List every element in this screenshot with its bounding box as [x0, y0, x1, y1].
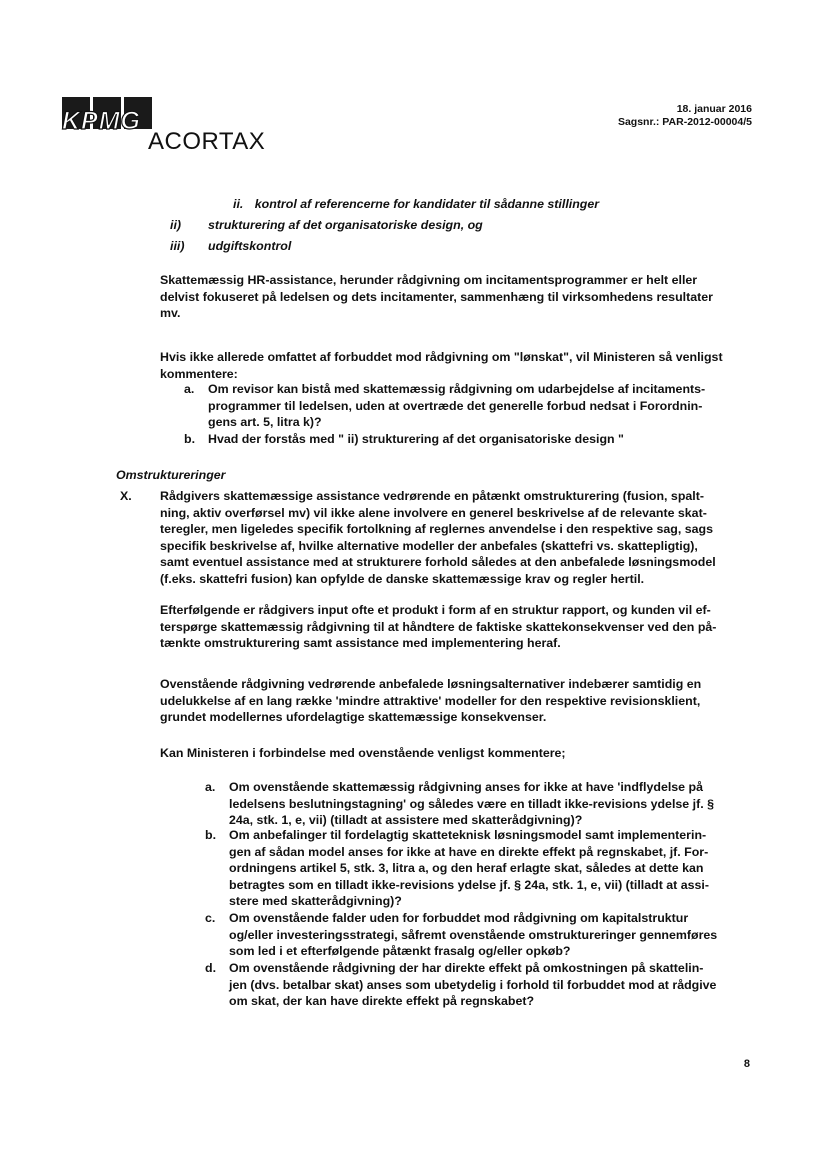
list-text: kontrol af referencerne for kandidater til sådanne stillinger [254, 197, 600, 211]
page-number: 8 [743, 1058, 750, 1070]
final-list-item-b: b. Om anbefalinger til fordelagtig skatteteknisk løsningsmodel samt implementerin- gen af sådan model anses for ikke at have en direkte effekt på regnskabet, jf. For- ordningens artikel 5, stk. 3, litra a, og den heraf erlagte skat, således at dette kan betragtes som en tilladt ikke-revisions ydelse jf. § 24a, stk. 1, e, vii) (tilladt at assi- stere med skatterådgivning)? [205, 828, 709, 908]
list-label: iii) [170, 239, 185, 253]
document-date: 18. januar 2016 [676, 103, 752, 115]
final-list-item-a: a. Om ovenstående skattemæssig rådgivning anses for ikke at have 'indflydelse på ledelsens beslutningstagning' og således være en tilladt ikke-revisions ydelse jf. § 24a, stk. 1, e, vii) (tilladt at assistere med skatterådgivning)? [205, 780, 714, 827]
list-label: ii) [170, 218, 182, 232]
final-list-item-c: c. Om ovenstående falder uden for forbuddet mod rådgivning om kapitalstruktur og/eller investeringsstrategi, såfremt ovenstående omstruktureringer gennemføres som led i et efterfølgende påtænkt frasalg og/eller opkøb? [205, 911, 718, 958]
kpmg-logo-text: KPMG [62, 107, 141, 135]
paragraph-hr: Skattemæssig HR-assistance, herunder rådgivning om incitamentsprogrammer er helt eller delvist fokuseret på ledelsen og dets incitamenter, sammenhæng til virksomhedens resultater mv. [160, 273, 713, 320]
list-item [170, 238, 291, 255]
case-number: Sagsnr.: PAR-2012-00004/5 [617, 116, 752, 128]
paragraph-4: Kan Ministeren i forbindelse med ovenstående venligst kommentere; [160, 746, 566, 760]
list-label: ii. [233, 197, 244, 211]
list-item [233, 196, 599, 213]
document-meta [618, 103, 752, 129]
company-logo [62, 97, 272, 157]
list-item-a: a. Om revisor kan bistå med skattemæssig rådgivning om udarbejdelse af incitaments- programmer til ledelsen, uden at overtræde det generelle forbud nedsat i Forordnin- gens art. 5, litra k)? [184, 382, 706, 429]
paragraph-2: Efterfølgende er rådgivers input ofte et produkt i form af en struktur rapport, og kunden vil ef- terspørge skattemæssig rådgivning til at håndtere de faktiske skattekonsekvenser ved den på- tænkte omstrukturering samt assistance med implementering heraf. [160, 603, 717, 650]
company-name: ACORTAX [148, 128, 266, 155]
section-heading: Omstruktureringer [116, 468, 226, 482]
list-text: strukturering af det organisatoriske design, og [208, 218, 483, 232]
section-x: X. Rådgivers skattemæssige assistance vedrørende en påtænkt omstrukturering (fusion, spalt- ning, aktiv overførsel mv) vil ikke alene involvere en generel beskrivelse af de relevante skat- teregler, men ligeledes specifik fortolkning af reglernes anvendelse i den respektive sag, sags specifik beskrivelse af, hvilke alternative modeller der anbefales (skattefri vs. skattepligtig), samt eventuel assistance med at strukturere forhold således at den anbefalede løsningsmodel (f.eks. skattefri fusion) kan opfylde de danske skattemæssige krav og regler hertil. [120, 489, 716, 586]
final-list-item-d: d. Om ovenstående rådgivning der har direkte effekt på omkostningen på skattelin- jen (dvs. betalbar skat) anses som ubetydelig i forhold til forbuddet mod at rådgive om skat, der kan have direkte effekt på regnskabet? [205, 961, 717, 1008]
list-item [170, 217, 483, 234]
list-text: udgiftskontrol [208, 239, 292, 253]
list-item-b: b. Hvad der forstås med " ii) strukturering af det organisatoriske design " [184, 432, 624, 446]
paragraph-question-intro: Hvis ikke allerede omfattet af forbuddet mod rådgivning om "lønskat", vil Ministeren så venligst kommentere: [160, 350, 723, 381]
paragraph-3: Ovenstående rådgivning vedrørende anbefalede løsningsalternativer indebærer samtidig en udelukkelse af en lang række 'mindre attraktive' modeller for den respektive revisionsklient, grundet modellernes ufordelagtige skattemæssige konsekvenser. [160, 677, 702, 724]
